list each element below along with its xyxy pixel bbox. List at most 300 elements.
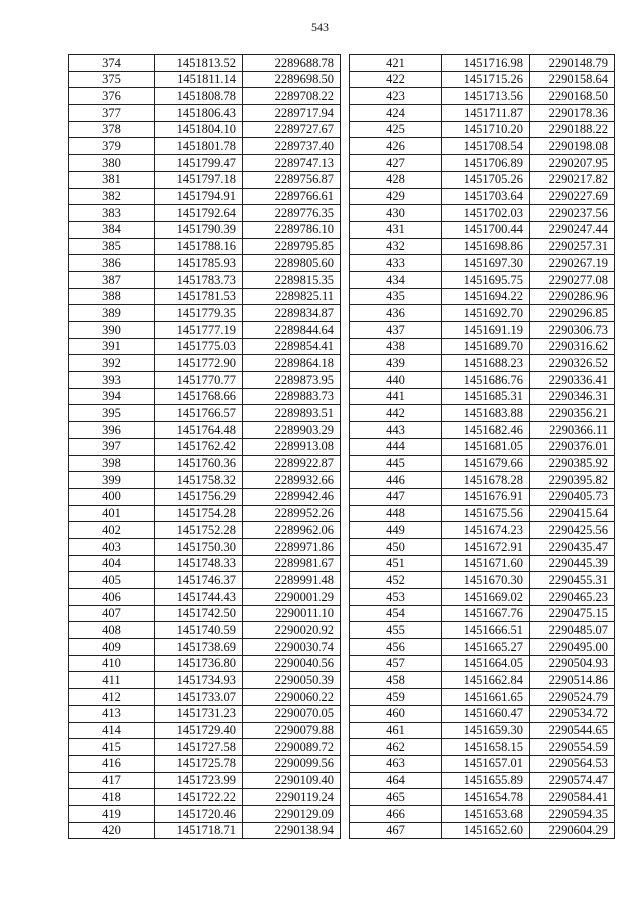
x-coordinate-cell: 1451713.56	[442, 88, 530, 105]
point-number-cell: 449	[350, 522, 442, 539]
point-number-cell: 382	[69, 188, 155, 205]
point-number-cell: 385	[69, 238, 155, 255]
point-number-cell: 462	[350, 739, 442, 756]
table-row	[69, 238, 341, 255]
y-coordinate-cell: 2290060.22	[243, 689, 341, 706]
table-row	[69, 555, 341, 572]
table-row	[350, 305, 615, 322]
x-coordinate-cell: 1451711.87	[442, 105, 530, 122]
y-coordinate-cell: 2289991.48	[243, 572, 341, 589]
y-coordinate-cell: 2290425.56	[530, 522, 615, 539]
y-coordinate-cell: 2290475.15	[530, 605, 615, 622]
x-coordinate-cell: 1451664.05	[442, 655, 530, 672]
y-coordinate-cell: 2289981.67	[243, 555, 341, 572]
x-coordinate-cell: 1451672.91	[442, 538, 530, 555]
x-coordinate-cell: 1451750.30	[155, 538, 243, 555]
table-row	[350, 639, 615, 656]
y-coordinate-cell: 2290445.39	[530, 555, 615, 572]
x-coordinate-cell: 1451665.27	[442, 639, 530, 656]
table-row	[350, 488, 615, 505]
x-coordinate-cell: 1451752.28	[155, 522, 243, 539]
point-number-cell: 418	[69, 789, 155, 806]
x-coordinate-cell: 1451653.68	[442, 805, 530, 822]
x-coordinate-cell: 1451718.71	[155, 822, 243, 839]
point-number-cell: 438	[350, 338, 442, 355]
table-row	[69, 355, 341, 372]
y-coordinate-cell: 2289737.40	[243, 138, 341, 155]
x-coordinate-cell: 1451689.70	[442, 338, 530, 355]
table-row	[69, 605, 341, 622]
table-row	[350, 789, 615, 806]
y-coordinate-cell: 2290495.00	[530, 639, 615, 656]
y-coordinate-cell: 2290168.50	[530, 88, 615, 105]
y-coordinate-cell: 2290207.95	[530, 155, 615, 172]
point-number-cell: 415	[69, 739, 155, 756]
x-coordinate-cell: 1451808.78	[155, 88, 243, 105]
table-row	[69, 622, 341, 639]
point-number-cell: 446	[350, 472, 442, 489]
y-coordinate-cell: 2290158.64	[530, 71, 615, 88]
table-row	[69, 472, 341, 489]
y-coordinate-cell: 2290099.56	[243, 755, 341, 772]
y-coordinate-cell: 2289883.73	[243, 388, 341, 405]
table-row	[69, 372, 341, 389]
x-coordinate-cell: 1451764.48	[155, 422, 243, 439]
y-coordinate-cell: 2289766.61	[243, 188, 341, 205]
x-coordinate-cell: 1451736.80	[155, 655, 243, 672]
point-number-cell: 426	[350, 138, 442, 155]
table-row	[350, 605, 615, 622]
x-coordinate-cell: 1451715.26	[442, 71, 530, 88]
table-row	[350, 622, 615, 639]
x-coordinate-cell: 1451659.30	[442, 722, 530, 739]
table-row	[350, 689, 615, 706]
point-number-cell: 416	[69, 755, 155, 772]
y-coordinate-cell: 2290306.73	[530, 322, 615, 339]
y-coordinate-cell: 2290217.82	[530, 171, 615, 188]
y-coordinate-cell: 2289952.26	[243, 505, 341, 522]
point-number-cell: 390	[69, 322, 155, 339]
table-row	[350, 472, 615, 489]
table-row	[350, 88, 615, 105]
y-coordinate-cell: 2290267.19	[530, 255, 615, 272]
y-coordinate-cell: 2290356.21	[530, 405, 615, 422]
x-coordinate-cell: 1451813.52	[155, 55, 243, 72]
y-coordinate-cell: 2289776.35	[243, 205, 341, 222]
y-coordinate-cell: 2289971.86	[243, 538, 341, 555]
x-coordinate-cell: 1451738.69	[155, 639, 243, 656]
x-coordinate-cell: 1451777.19	[155, 322, 243, 339]
point-number-cell: 460	[350, 705, 442, 722]
y-coordinate-cell: 2290405.73	[530, 488, 615, 505]
x-coordinate-cell: 1451655.89	[442, 772, 530, 789]
table-row	[69, 438, 341, 455]
x-coordinate-cell: 1451660.47	[442, 705, 530, 722]
x-coordinate-cell: 1451662.84	[442, 672, 530, 689]
table-row	[350, 155, 615, 172]
point-number-cell: 399	[69, 472, 155, 489]
x-coordinate-cell: 1451797.18	[155, 171, 243, 188]
table-row	[69, 822, 341, 839]
table-row	[350, 405, 615, 422]
y-coordinate-cell: 2289747.13	[243, 155, 341, 172]
point-number-cell: 402	[69, 522, 155, 539]
y-coordinate-cell: 2289834.87	[243, 305, 341, 322]
point-number-cell: 427	[350, 155, 442, 172]
x-coordinate-cell: 1451658.15	[442, 739, 530, 756]
y-coordinate-cell: 2290020.92	[243, 622, 341, 639]
table-row	[350, 739, 615, 756]
point-number-cell: 407	[69, 605, 155, 622]
point-number-cell: 428	[350, 171, 442, 188]
table-row	[69, 271, 341, 288]
point-number-cell: 453	[350, 589, 442, 606]
table-row	[350, 805, 615, 822]
x-coordinate-cell: 1451695.75	[442, 271, 530, 288]
point-number-cell: 406	[69, 589, 155, 606]
x-coordinate-cell: 1451666.51	[442, 622, 530, 639]
y-coordinate-cell: 2290514.86	[530, 672, 615, 689]
x-coordinate-cell: 1451706.89	[442, 155, 530, 172]
table-row	[350, 355, 615, 372]
point-number-cell: 441	[350, 388, 442, 405]
x-coordinate-cell: 1451679.66	[442, 455, 530, 472]
point-number-cell: 425	[350, 121, 442, 138]
y-coordinate-cell: 2289688.78	[243, 55, 341, 72]
y-coordinate-cell: 2290247.44	[530, 221, 615, 238]
x-coordinate-cell: 1451783.73	[155, 271, 243, 288]
x-coordinate-cell: 1451770.77	[155, 372, 243, 389]
x-coordinate-cell: 1451710.20	[442, 121, 530, 138]
y-coordinate-cell: 2290089.72	[243, 739, 341, 756]
y-coordinate-cell: 2290376.01	[530, 438, 615, 455]
x-coordinate-cell: 1451678.28	[442, 472, 530, 489]
point-number-cell: 393	[69, 372, 155, 389]
x-coordinate-cell: 1451682.46	[442, 422, 530, 439]
x-coordinate-cell: 1451661.65	[442, 689, 530, 706]
point-number-cell: 431	[350, 221, 442, 238]
y-coordinate-cell: 2290040.56	[243, 655, 341, 672]
x-coordinate-cell: 1451734.93	[155, 672, 243, 689]
table-row	[69, 655, 341, 672]
point-number-cell: 424	[350, 105, 442, 122]
coordinate-table-right-body	[350, 55, 615, 839]
point-number-cell: 423	[350, 88, 442, 105]
point-number-cell: 457	[350, 655, 442, 672]
table-row	[69, 505, 341, 522]
x-coordinate-cell: 1451792.64	[155, 205, 243, 222]
point-number-cell: 412	[69, 689, 155, 706]
point-number-cell: 463	[350, 755, 442, 772]
point-number-cell: 410	[69, 655, 155, 672]
x-coordinate-cell: 1451667.76	[442, 605, 530, 622]
table-row	[350, 655, 615, 672]
table-row	[69, 689, 341, 706]
point-number-cell: 430	[350, 205, 442, 222]
y-coordinate-cell: 2290227.69	[530, 188, 615, 205]
table-row	[69, 739, 341, 756]
point-number-cell: 466	[350, 805, 442, 822]
point-number-cell: 378	[69, 121, 155, 138]
point-number-cell: 409	[69, 639, 155, 656]
y-coordinate-cell: 2289786.10	[243, 221, 341, 238]
y-coordinate-cell: 2290119.24	[243, 789, 341, 806]
table-row	[69, 589, 341, 606]
point-number-cell: 454	[350, 605, 442, 622]
x-coordinate-cell: 1451698.86	[442, 238, 530, 255]
x-coordinate-cell: 1451762.42	[155, 438, 243, 455]
point-number-cell: 379	[69, 138, 155, 155]
y-coordinate-cell: 2290455.31	[530, 572, 615, 589]
table-row	[350, 121, 615, 138]
table-row	[69, 705, 341, 722]
x-coordinate-cell: 1451686.76	[442, 372, 530, 389]
point-number-cell: 401	[69, 505, 155, 522]
x-coordinate-cell: 1451657.01	[442, 755, 530, 772]
y-coordinate-cell: 2289805.60	[243, 255, 341, 272]
y-coordinate-cell: 2290011.10	[243, 605, 341, 622]
table-row	[69, 639, 341, 656]
x-coordinate-cell: 1451746.37	[155, 572, 243, 589]
x-coordinate-cell: 1451760.36	[155, 455, 243, 472]
table-row	[350, 338, 615, 355]
x-coordinate-cell: 1451742.50	[155, 605, 243, 622]
table-row	[69, 405, 341, 422]
point-number-cell: 408	[69, 622, 155, 639]
table-row	[350, 171, 615, 188]
y-coordinate-cell: 2289844.64	[243, 322, 341, 339]
point-number-cell: 384	[69, 221, 155, 238]
y-coordinate-cell: 2290564.53	[530, 755, 615, 772]
y-coordinate-cell: 2289717.94	[243, 105, 341, 122]
table-row	[350, 138, 615, 155]
point-number-cell: 414	[69, 722, 155, 739]
point-number-cell: 435	[350, 288, 442, 305]
y-coordinate-cell: 2290415.64	[530, 505, 615, 522]
table-row	[350, 288, 615, 305]
x-coordinate-cell: 1451654.78	[442, 789, 530, 806]
point-number-cell: 455	[350, 622, 442, 639]
y-coordinate-cell: 2290050.39	[243, 672, 341, 689]
table-row	[350, 455, 615, 472]
point-number-cell: 388	[69, 288, 155, 305]
point-number-cell: 394	[69, 388, 155, 405]
y-coordinate-cell: 2289913.08	[243, 438, 341, 455]
y-coordinate-cell: 2290366.11	[530, 422, 615, 439]
y-coordinate-cell: 2289922.87	[243, 455, 341, 472]
y-coordinate-cell: 2289795.85	[243, 238, 341, 255]
table-row	[350, 221, 615, 238]
y-coordinate-cell: 2289815.35	[243, 271, 341, 288]
point-number-cell: 397	[69, 438, 155, 455]
y-coordinate-cell: 2290129.09	[243, 805, 341, 822]
point-number-cell: 422	[350, 71, 442, 88]
table-row	[350, 705, 615, 722]
y-coordinate-cell: 2290395.82	[530, 472, 615, 489]
point-number-cell: 381	[69, 171, 155, 188]
x-coordinate-cell: 1451788.16	[155, 238, 243, 255]
point-number-cell: 465	[350, 789, 442, 806]
table-row	[69, 488, 341, 505]
y-coordinate-cell: 2290070.05	[243, 705, 341, 722]
y-coordinate-cell: 2290594.35	[530, 805, 615, 822]
point-number-cell: 419	[69, 805, 155, 822]
coordinate-table-left	[68, 54, 341, 839]
x-coordinate-cell: 1451806.43	[155, 105, 243, 122]
point-number-cell: 444	[350, 438, 442, 455]
x-coordinate-cell: 1451723.99	[155, 772, 243, 789]
x-coordinate-cell: 1451722.22	[155, 789, 243, 806]
y-coordinate-cell: 2290554.59	[530, 739, 615, 756]
x-coordinate-cell: 1451681.05	[442, 438, 530, 455]
y-coordinate-cell: 2290385.92	[530, 455, 615, 472]
x-coordinate-cell: 1451674.23	[442, 522, 530, 539]
coordinate-table-left-body	[69, 55, 341, 839]
x-coordinate-cell: 1451694.22	[442, 288, 530, 305]
x-coordinate-cell: 1451727.58	[155, 739, 243, 756]
y-coordinate-cell: 2289708.22	[243, 88, 341, 105]
table-row	[69, 789, 341, 806]
point-number-cell: 391	[69, 338, 155, 355]
y-coordinate-cell: 2290584.41	[530, 789, 615, 806]
point-number-cell: 405	[69, 572, 155, 589]
point-number-cell: 398	[69, 455, 155, 472]
table-row	[69, 221, 341, 238]
table-row	[69, 805, 341, 822]
x-coordinate-cell: 1451811.14	[155, 71, 243, 88]
point-number-cell: 420	[69, 822, 155, 839]
x-coordinate-cell: 1451702.03	[442, 205, 530, 222]
point-number-cell: 443	[350, 422, 442, 439]
point-number-cell: 442	[350, 405, 442, 422]
x-coordinate-cell: 1451768.66	[155, 388, 243, 405]
point-number-cell: 421	[350, 55, 442, 72]
x-coordinate-cell: 1451781.53	[155, 288, 243, 305]
table-row	[350, 255, 615, 272]
y-coordinate-cell: 2290336.41	[530, 372, 615, 389]
table-row	[69, 455, 341, 472]
table-row	[69, 538, 341, 555]
table-row	[350, 572, 615, 589]
table-row	[350, 555, 615, 572]
y-coordinate-cell: 2289893.51	[243, 405, 341, 422]
table-row	[69, 522, 341, 539]
table-row	[69, 422, 341, 439]
coordinate-table-right	[349, 54, 615, 839]
x-coordinate-cell: 1451705.26	[442, 171, 530, 188]
y-coordinate-cell: 2290286.96	[530, 288, 615, 305]
point-number-cell: 439	[350, 355, 442, 372]
table-row	[69, 88, 341, 105]
table-row	[69, 138, 341, 155]
table-row	[350, 672, 615, 689]
x-coordinate-cell: 1451669.02	[442, 589, 530, 606]
table-row	[69, 71, 341, 88]
table-row	[69, 205, 341, 222]
x-coordinate-cell: 1451785.93	[155, 255, 243, 272]
table-row	[350, 589, 615, 606]
point-number-cell: 380	[69, 155, 155, 172]
y-coordinate-cell: 2290544.65	[530, 722, 615, 739]
table-row	[69, 322, 341, 339]
y-coordinate-cell: 2290485.07	[530, 622, 615, 639]
x-coordinate-cell: 1451772.90	[155, 355, 243, 372]
x-coordinate-cell: 1451671.60	[442, 555, 530, 572]
y-coordinate-cell: 2290524.79	[530, 689, 615, 706]
table-row	[69, 772, 341, 789]
point-number-cell: 429	[350, 188, 442, 205]
table-row	[350, 105, 615, 122]
x-coordinate-cell: 1451758.32	[155, 472, 243, 489]
table-row	[350, 188, 615, 205]
table-row	[69, 305, 341, 322]
y-coordinate-cell: 2290346.31	[530, 388, 615, 405]
y-coordinate-cell: 2290178.36	[530, 105, 615, 122]
table-row	[69, 155, 341, 172]
table-row	[69, 255, 341, 272]
x-coordinate-cell: 1451685.31	[442, 388, 530, 405]
point-number-cell: 383	[69, 205, 155, 222]
y-coordinate-cell: 2289698.50	[243, 71, 341, 88]
point-number-cell: 396	[69, 422, 155, 439]
point-number-cell: 452	[350, 572, 442, 589]
y-coordinate-cell: 2290030.74	[243, 639, 341, 656]
x-coordinate-cell: 1451652.60	[442, 822, 530, 839]
table-row	[350, 372, 615, 389]
x-coordinate-cell: 1451725.78	[155, 755, 243, 772]
y-coordinate-cell: 2290257.31	[530, 238, 615, 255]
point-number-cell: 411	[69, 672, 155, 689]
table-row	[69, 572, 341, 589]
y-coordinate-cell: 2289942.46	[243, 488, 341, 505]
table-row	[350, 271, 615, 288]
point-number-cell: 395	[69, 405, 155, 422]
point-number-cell: 445	[350, 455, 442, 472]
x-coordinate-cell: 1451744.43	[155, 589, 243, 606]
x-coordinate-cell: 1451748.33	[155, 555, 243, 572]
y-coordinate-cell: 2290188.22	[530, 121, 615, 138]
point-number-cell: 400	[69, 488, 155, 505]
y-coordinate-cell: 2290138.94	[243, 822, 341, 839]
point-number-cell: 464	[350, 772, 442, 789]
table-row	[350, 722, 615, 739]
x-coordinate-cell: 1451733.07	[155, 689, 243, 706]
page-number: 543	[311, 20, 329, 34]
x-coordinate-cell: 1451801.78	[155, 138, 243, 155]
x-coordinate-cell: 1451703.64	[442, 188, 530, 205]
x-coordinate-cell: 1451708.54	[442, 138, 530, 155]
y-coordinate-cell: 2289932.66	[243, 472, 341, 489]
y-coordinate-cell: 2289864.18	[243, 355, 341, 372]
y-coordinate-cell: 2290296.85	[530, 305, 615, 322]
table-row	[69, 121, 341, 138]
point-number-cell: 377	[69, 105, 155, 122]
y-coordinate-cell: 2290435.47	[530, 538, 615, 555]
table-row	[350, 438, 615, 455]
y-coordinate-cell: 2289962.06	[243, 522, 341, 539]
x-coordinate-cell: 1451790.39	[155, 221, 243, 238]
y-coordinate-cell: 2289756.87	[243, 171, 341, 188]
x-coordinate-cell: 1451688.23	[442, 355, 530, 372]
x-coordinate-cell: 1451775.03	[155, 338, 243, 355]
x-coordinate-cell: 1451729.40	[155, 722, 243, 739]
table-row	[69, 55, 341, 72]
y-coordinate-cell: 2289825.11	[243, 288, 341, 305]
x-coordinate-cell: 1451691.19	[442, 322, 530, 339]
y-coordinate-cell: 2289903.29	[243, 422, 341, 439]
table-row	[350, 388, 615, 405]
table-row	[350, 755, 615, 772]
